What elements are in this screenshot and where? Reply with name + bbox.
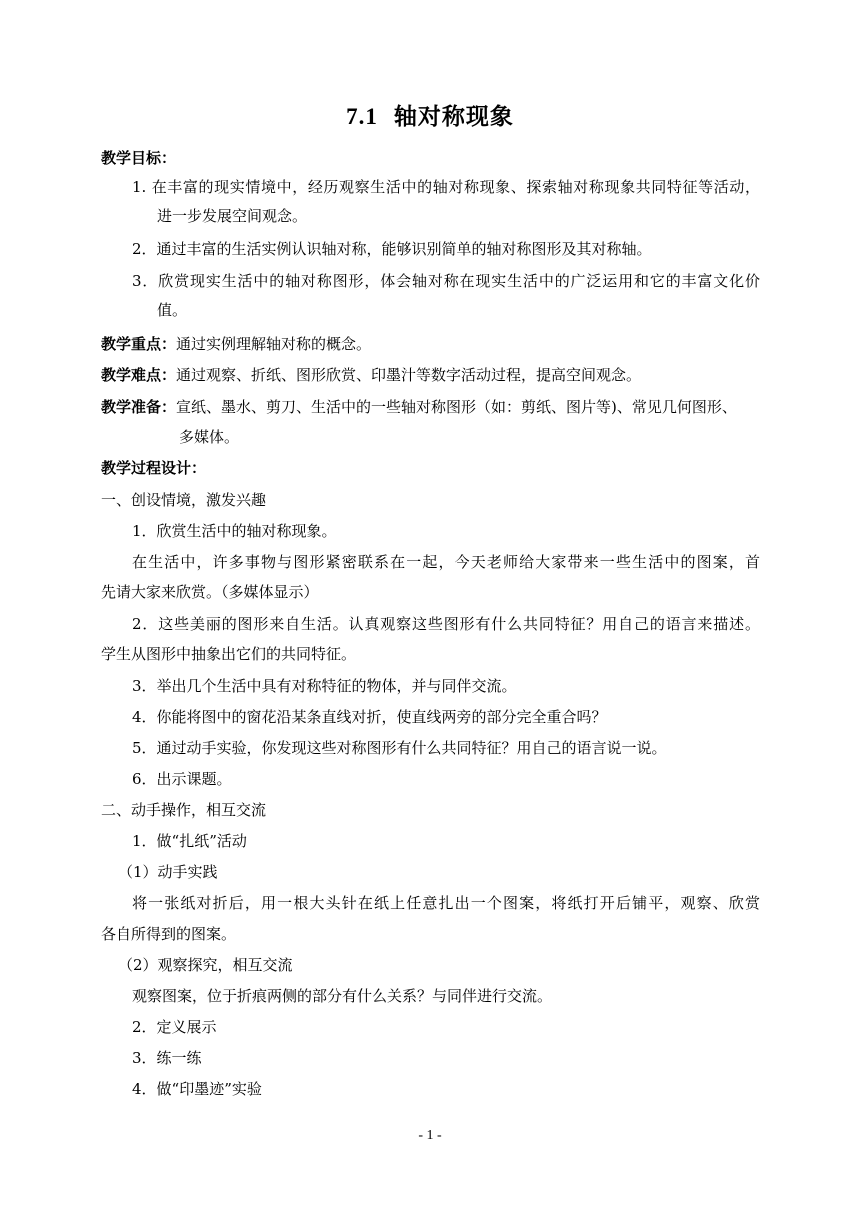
objective-1-line-2: 进一步发展空间观念。 [157, 207, 308, 225]
key-point [101, 334, 371, 354]
page-number: - 1 - [418, 1128, 442, 1143]
preparation-label: 教学准备： [101, 398, 177, 416]
section-1-item-2-line-2: 学生从图形中抽象出它们的共同特征。 [101, 645, 357, 663]
section-1-item-4: 4．你能将图中的窗花沿某条直线对折，使直线两旁的部分完全重合吗？ [132, 708, 607, 726]
preparation-line-1: 宣纸、墨水、剪刀、生活中的一些轴对称图形（如：剪纸、图片等)、常见几何图形、 [176, 398, 737, 416]
title-text: 轴对称现象 [393, 103, 514, 130]
section-2-paragraph-1-line-1: 将一张纸对折后，用一根大头针在纸上任意扎出一个图案，将纸打开后铺平，观察、欣赏 [132, 894, 760, 912]
difficulty [101, 365, 641, 385]
objectives-label: 教学目标： [101, 149, 177, 167]
preparation [101, 397, 737, 417]
key-point-text: 通过实例理解轴对称的概念。 [176, 335, 372, 353]
objective-2: 2．通过丰富的生活实例认识轴对称，能够识别简单的轴对称图形及其对称轴。 [132, 240, 652, 258]
preparation-line-2: 多媒体。 [179, 428, 240, 446]
difficulty-text: 通过观察、折纸、图形欣赏、印墨汁等数字活动过程，提高空间观念。 [176, 366, 642, 384]
section-1-item-6: 6．出示课题。 [132, 770, 232, 788]
title-number: 7.1 [346, 104, 378, 129]
objective-3-line-2: 值。 [157, 301, 188, 319]
section-2-item-1: 1．做“扎纸”活动 [132, 832, 247, 850]
section-2-item-3: 3．练一练 [132, 1049, 202, 1067]
section-1-paragraph-line-2: 先请大家来欣赏。（多媒体显示） [101, 583, 319, 601]
objective-3-line-1: 3．欣赏现实生活中的轴对称图形，体会轴对称在现实生活中的广泛运用和它的丰富文化价 [132, 272, 760, 290]
section-1-item-1: 1．欣赏生活中的轴对称现象。 [132, 522, 337, 540]
section-1-heading: 一、创设情境，激发兴趣 [101, 491, 267, 509]
section-2-sub-2: （2）观察探究，相互交流 [118, 956, 293, 974]
section-1-item-2-line-1: 2．这些美丽的图形来自生活。认真观察这些图形有什么共同特征？用自己的语言来描述。 [132, 615, 760, 633]
section-1-item-5: 5．通过动手实验，你发现这些对称图形有什么共同特征？用自己的语言说一说。 [132, 739, 667, 757]
section-2-heading: 二、动手操作，相互交流 [101, 801, 267, 819]
section-2-paragraph-2: 观察图案，位于折痕两侧的部分有什么关系？与同伴进行交流。 [132, 987, 553, 1005]
difficulty-label: 教学难点： [101, 366, 177, 384]
section-1-item-3: 3．举出几个生活中具有对称特征的物体，并与同伴交流。 [132, 677, 517, 695]
section-2-item-2: 2．定义展示 [132, 1018, 217, 1036]
section-1-paragraph-line-1: 在生活中，许多事物与图形紧密联系在一起，今天老师给大家带来一些生活中的图案，首 [132, 553, 760, 571]
section-2-item-4: 4．做“印墨迹”实验 [132, 1080, 262, 1098]
page-title [0, 98, 860, 131]
key-point-label: 教学重点： [101, 335, 177, 353]
objective-1-line-1: 1. 在丰富的现实情境中，经历观察生活中的轴对称现象、探索轴对称现象共同特征等活动， [132, 178, 760, 196]
process-label: 教学过程设计： [101, 459, 207, 477]
section-2-paragraph-1-line-2: 各自所得到的图案。 [101, 925, 237, 943]
section-2-sub-1: （1）动手实践 [118, 863, 218, 881]
